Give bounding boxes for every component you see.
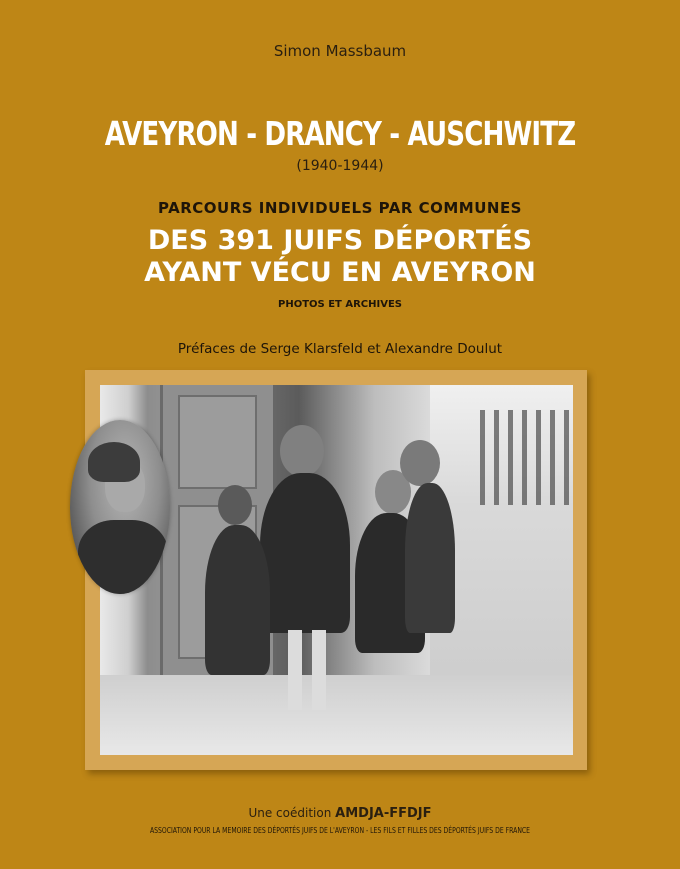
subtitle-line1: PARCOURS INDIVIDUELS PAR COMMUNES bbox=[157, 199, 522, 217]
child-figure bbox=[260, 473, 350, 633]
photo-step bbox=[100, 675, 573, 755]
subtitle-line2: DES 391 JUIFS DÉPORTÉS bbox=[147, 225, 533, 256]
associations: ASSOCIATION POUR LA MEMOIRE DES DÉPORTÉS JUIFS DE L'AVEYRON - LES FILS ET FILLES DES DÉPORTÉS JUIFS DE FRANCE bbox=[149, 826, 531, 835]
child-figure bbox=[405, 483, 455, 633]
subtitle-line3: AYANT VÉCU EN AVEYRON bbox=[144, 257, 536, 288]
prefaces: Préfaces de Serge Klarsfeld et Alexandre Doulut bbox=[177, 341, 503, 357]
subtitle-main bbox=[0, 225, 680, 289]
inset-portrait bbox=[70, 420, 170, 594]
child-head bbox=[400, 440, 440, 486]
portrait-body bbox=[78, 520, 168, 594]
child-figure bbox=[205, 525, 270, 675]
coedition bbox=[0, 806, 680, 821]
book-title: AVEYRON - DRANCY - AUSCHWITZ bbox=[104, 114, 576, 153]
child-leg bbox=[288, 630, 302, 710]
author-name: Simon Massbaum bbox=[273, 42, 407, 60]
child-head bbox=[280, 425, 324, 477]
coedition-prefix: Une coédition bbox=[248, 806, 332, 820]
child-leg bbox=[312, 630, 326, 710]
main-photo bbox=[100, 385, 573, 755]
subtitle-line4: PHOTOS ET ARCHIVES bbox=[278, 299, 402, 310]
door-panel bbox=[178, 395, 257, 489]
book-years: (1940-1944) bbox=[296, 158, 384, 174]
portrait-hair bbox=[88, 442, 140, 482]
coedition-name: AMDJA-FFDJF bbox=[335, 806, 432, 821]
photo-balcony-railing bbox=[480, 410, 573, 505]
child-head bbox=[218, 485, 252, 525]
